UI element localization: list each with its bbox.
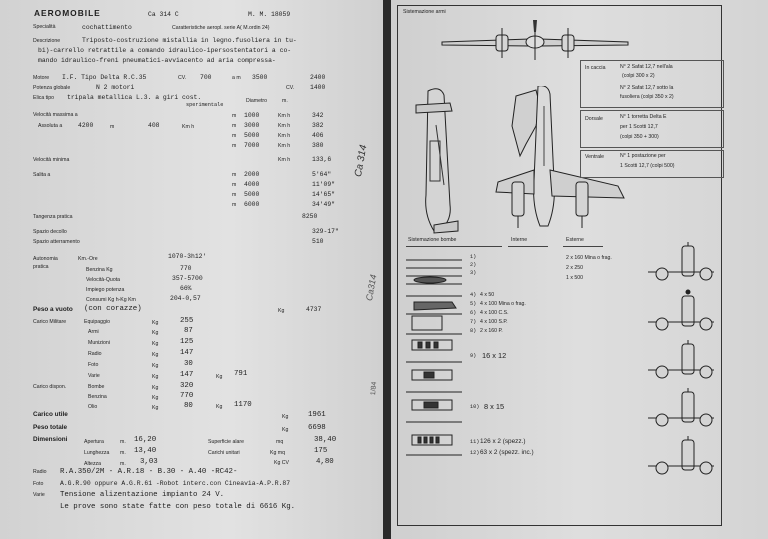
- vel-row-4-unit: m: [232, 143, 237, 149]
- elica-label: Elica tipo: [33, 95, 55, 101]
- vel-row-4-kmh: Km h: [278, 143, 291, 149]
- cm-row-6-unit: Kg: [152, 374, 159, 380]
- cd-row-1-value: 320: [180, 382, 194, 390]
- interne-row-11-text: 126 x 2 (spezz.): [480, 438, 526, 445]
- atterramento-label: Spazio atterramento: [33, 239, 80, 245]
- cm-row-2-name: Armi: [88, 329, 99, 335]
- vel-row-2-v: 382: [312, 122, 324, 129]
- varie-line-1: Tensione alizentazione impianto 24 V.: [60, 491, 225, 499]
- dimensioni-label: Dimensioni: [33, 436, 68, 443]
- book-gutter: [383, 0, 391, 539]
- cm-row-6-name: Varie: [88, 373, 100, 379]
- salita-row-1-m: 2000: [244, 171, 260, 178]
- lunghezza-unit: m.: [120, 450, 126, 456]
- salita-row-2-m: 4000: [244, 181, 260, 188]
- impiego-value: 66%: [180, 285, 192, 292]
- salita-row-3-t: 14'65": [312, 191, 336, 198]
- cd-row-2-name: Benzina: [88, 394, 107, 400]
- interne-row-7-text: 4 x 100 S.P.: [480, 319, 508, 325]
- carichi-label: Carichi unitari: [208, 450, 240, 456]
- motore-cv: 700: [200, 74, 212, 81]
- decollo-value: 329-17": [312, 228, 339, 235]
- altezza-label: Altezza: [84, 461, 102, 467]
- vel-row-1-m: 1000: [244, 112, 260, 119]
- velocita-minima-label: Velocità minima: [33, 157, 70, 163]
- descrizione-label: Descrizione: [33, 38, 61, 44]
- interne-row-6-text: 4 x 100 C.S.: [480, 310, 509, 316]
- velocita-assoluta-km: 408: [148, 122, 160, 129]
- cm-row-4-name: Radio: [88, 351, 102, 357]
- interne-row-5-n: 5): [470, 301, 477, 307]
- velocita-assoluta-label: Assoluta a: [38, 123, 63, 129]
- handwritten-note-c: 1/84: [370, 381, 379, 396]
- salita-row-4-m: 6000: [244, 201, 260, 208]
- salita-row-1-unit: m: [232, 172, 237, 178]
- interne-row-10-n: 10): [470, 404, 480, 410]
- vel-row-2-unit: m: [232, 123, 237, 129]
- interne-row-1-n: 1): [470, 254, 477, 260]
- peso-vuoto-label: Peso a vuoto: [33, 306, 73, 313]
- vel-row-1-unit: m: [232, 113, 237, 119]
- diametro-label: Diametro: [246, 98, 268, 104]
- varie-line-2: Le prove sono state fatte con peso totale di 6616 Kg.: [60, 503, 296, 511]
- altezza-unit: m.: [120, 461, 126, 467]
- interne-row-10-text: 8 x 15: [484, 402, 505, 411]
- salita-row-2-unit: m: [232, 182, 237, 188]
- vel-quota-value: 357-5700: [172, 275, 203, 282]
- interne-row-2-n: 2): [470, 262, 477, 268]
- aircraft-model: Ca 314 C: [148, 11, 179, 18]
- motore-cv-label: CV.: [178, 75, 187, 81]
- potenza-cv-label: CV.: [286, 85, 295, 91]
- autonomia-km-ore: 1070-3h12': [168, 253, 207, 260]
- velocita-assoluta-m: 4200: [78, 122, 94, 129]
- aircraft-top-view: [440, 18, 630, 62]
- bombe-title-rule: [406, 246, 502, 247]
- lunghezza-label: Lunghezza: [84, 450, 110, 456]
- motore-am: 3500: [252, 74, 268, 81]
- bomb-bay-drawings: [404, 250, 466, 472]
- ventrale-line-1: N° 1 postazione per: [620, 153, 666, 159]
- motore-rpm: 2400: [310, 74, 326, 81]
- peso-totale-value: 6698: [308, 424, 326, 432]
- benzina-value: 770: [180, 265, 192, 272]
- tangenza-value: 8250: [302, 213, 318, 220]
- aircraft-side-view: [410, 85, 466, 235]
- potenza-cv-value: 1400: [310, 84, 326, 91]
- superficie-value: 38,40: [314, 436, 337, 444]
- cm-row-6-value: 147: [180, 371, 194, 379]
- cm-total-value: 791: [234, 370, 248, 378]
- motore-am-label: a m: [232, 75, 241, 81]
- cm-row-1-name: Equipaggio: [84, 319, 110, 325]
- interne-row-7-n: 7): [470, 319, 477, 325]
- superficie-unit: mq: [276, 439, 284, 445]
- cd-row-2-unit: Kg: [152, 395, 159, 401]
- carico-militare-label: Carico Militare: [33, 319, 67, 325]
- salita-row-4-unit: m: [232, 202, 237, 208]
- armi-title: Sistemazione armi: [403, 9, 446, 15]
- peso-vuoto-note: (con corazze): [84, 305, 142, 313]
- caccia-line-4: fusoliera (colpi 350 x 2): [620, 94, 674, 100]
- impiego-label: Impiego potenza: [86, 287, 125, 293]
- esterne-3: 1 x 500: [566, 275, 584, 281]
- cm-row-5-unit: Kg: [152, 363, 159, 369]
- cm-total-unit: Kg: [216, 374, 223, 380]
- interne-row-9-n: 9): [470, 353, 477, 359]
- bombe-title: Sistemazione bombe: [408, 237, 457, 243]
- interne-row-3-n: 3): [470, 270, 477, 276]
- cd-row-3-name: Olio: [88, 404, 98, 410]
- salita-row-3-m: 5000: [244, 191, 260, 198]
- interne-row-5-text: 4 x 100 Mina o frag.: [480, 301, 526, 307]
- velocita-massima-label: Velocità massima a: [33, 112, 78, 118]
- cd-row-3-unit: Kg: [152, 405, 159, 411]
- motore-label: Motore: [33, 75, 50, 81]
- vel-row-3-unit: m: [232, 133, 237, 139]
- radio-value: R.A.350/2M - A.R.18 - B.30 - A.40 -RC42-: [60, 468, 238, 476]
- vel-row-3-m: 5000: [244, 132, 260, 139]
- vel-row-4-m: 7000: [244, 142, 260, 149]
- caccia-line-1: N° 2 Safat 12,7 nell'ala: [620, 64, 673, 70]
- salita-row-1-t: 5'64": [312, 171, 332, 178]
- velocita-minima-value: 133,6: [312, 156, 332, 163]
- superficie-label: Superficie alare: [208, 439, 245, 445]
- cm-row-4-unit: Kg: [152, 352, 159, 358]
- velocita-assoluta-kmh: Km h: [182, 124, 195, 130]
- cm-row-2-value: 87: [184, 327, 193, 335]
- descrizione-line-3: mando idraulico-freni pneumatici-avviacento ad aria compressa-: [38, 57, 276, 64]
- cm-row-3-name: Munizioni: [88, 340, 110, 346]
- elica-value: tripala metallica L.3. a giri cost.: [67, 94, 202, 101]
- autonomia-label: Autonomia pratica: [33, 256, 58, 270]
- specialita-value: cochattimento: [82, 24, 132, 31]
- apertura-unit: m.: [120, 439, 126, 445]
- potenza-value: N 2 motori: [96, 84, 135, 91]
- cd-row-2-value: 770: [180, 392, 194, 400]
- cm-row-4-value: 147: [180, 349, 194, 357]
- vel-row-3-v: 406: [312, 132, 324, 139]
- cm-row-5-value: 30: [184, 360, 193, 368]
- caccia-line-2: (colpi 300 x 2): [622, 73, 655, 79]
- velocita-assoluta-unit-m: m: [110, 124, 115, 130]
- descrizione-line-2: bi)-carrello retrattile a comando idraulico-ipersostentatori a co-: [38, 47, 292, 54]
- carichi-unit: Kg mq: [270, 450, 285, 456]
- esterne-2: 2 x 250: [566, 265, 584, 271]
- foto-value: A.G.R.90 oppure A.G.R.61 -Robot interc.con Cineavia-A.P.R.87: [60, 480, 291, 487]
- interne-row-11-n: 11): [470, 439, 480, 445]
- cm-row-5-name: Foto: [88, 362, 99, 368]
- descrizione-line-1: Triposto-costruzione mistallia in legno.fusoliera in tu-: [82, 37, 297, 44]
- benzina-label: Benzina Kg: [86, 267, 113, 273]
- cd-total-value: 1170: [234, 401, 252, 409]
- cd-total-unit: Kg: [216, 404, 223, 410]
- tangenza-label: Tangenza pratica: [33, 214, 73, 220]
- diametro-unit: m.: [282, 98, 288, 104]
- carichi-cv-value: 4,80: [316, 458, 334, 466]
- peso-vuoto-value: 4737: [306, 306, 322, 313]
- vel-row-2-kmh: Km h: [278, 123, 291, 129]
- carico-utile-label: Carico utile: [33, 411, 68, 418]
- vel-row-1-kmh: Km h: [278, 113, 291, 119]
- interne-row-9-text: 16 x 12: [482, 351, 507, 360]
- cm-row-3-value: 125: [180, 338, 194, 346]
- altezza-value: 3,03: [140, 458, 158, 466]
- motore-tipo: I.F. Tipo Delta R.C.35: [62, 74, 147, 81]
- matricola-militare: M. M. 18059: [248, 11, 291, 18]
- dorsale-line-3: (colpi 350 + 300): [620, 134, 659, 140]
- vel-row-2-m: 3000: [244, 122, 260, 129]
- varie-label: Varie: [33, 492, 45, 498]
- interne-row-12-text: 63 x 2 (spezz. inc.): [480, 449, 534, 456]
- radio-label: Radio: [33, 469, 47, 475]
- foto-label: Foto: [33, 481, 44, 487]
- apertura-label: Apertura: [84, 439, 104, 445]
- cm-row-1-unit: Kg: [152, 320, 159, 326]
- peso-totale-unit: Kg: [282, 427, 289, 433]
- salita-row-2-t: 11'09": [312, 181, 336, 188]
- ventrale-line-2: 1 Scotti 12,7 (colpi 500): [620, 163, 675, 169]
- esterne-1: 2 x 160 Mina o frag.: [566, 255, 612, 261]
- caccia-line-3: N° 2 Safat 12,7 sotto la: [620, 85, 674, 91]
- bomb-loadout-front-views: [644, 242, 718, 478]
- handwritten-note-b: Ca314: [364, 273, 379, 302]
- potenza-label: Potenza globale: [33, 85, 71, 91]
- vel-row-3-kmh: Km h: [278, 133, 291, 139]
- interne-row-8-n: 8): [470, 328, 477, 334]
- consumi-label: Consumi Kg h-Kg Km: [86, 297, 136, 303]
- interne-rule: [508, 246, 548, 247]
- interne-row-4-n: 4): [470, 292, 477, 298]
- carichi-cv-unit: Kg CV: [274, 460, 289, 466]
- salita-row-3-unit: m: [232, 192, 237, 198]
- bombe-esterne-label: Esterne: [566, 237, 584, 243]
- carico-dispon-label: Carico dispon.: [33, 384, 67, 390]
- consumi-value: 204-0,57: [170, 295, 201, 302]
- bombe-interne-label: Interne: [511, 237, 528, 243]
- carico-utile-value: 1961: [308, 411, 326, 419]
- dorsale-line-1: N° 1 torretta Delta E: [620, 114, 667, 120]
- vel-quota-label: Velocità-Quota: [86, 277, 121, 283]
- esterne-rule: [563, 246, 603, 247]
- interne-row-4-text: 4 x 50: [480, 292, 495, 298]
- cd-row-1-unit: Kg: [152, 385, 159, 391]
- vel-row-4-v: 380: [312, 142, 324, 149]
- dorsale-label: Dorsale: [585, 116, 603, 122]
- aircraft-title: AEROMOBILE: [34, 8, 101, 18]
- caccia-label: In caccia: [585, 65, 606, 71]
- elica-sperimentale: sperimentale: [186, 102, 224, 108]
- salita-label: Salita a: [33, 172, 51, 178]
- interne-row-6-n: 6): [470, 310, 477, 316]
- cm-row-3-unit: Kg: [152, 341, 159, 347]
- velocita-minima-unit: Km h: [278, 157, 291, 163]
- interne-row-8-text: 2 x 160 P.: [480, 328, 503, 334]
- cd-row-3-value: 80: [184, 402, 193, 410]
- decollo-label: Spazio decollo: [33, 229, 67, 235]
- handwritten-note-a: Ca 314: [353, 144, 370, 178]
- peso-vuoto-unit: Kg: [278, 308, 285, 314]
- caratteristiche-text: Caratteristiche aeropl. serie A( M.ordin 24): [172, 25, 270, 31]
- peso-totale-label: Peso totale: [33, 424, 68, 431]
- lunghezza-value: 13,40: [134, 447, 157, 455]
- cm-row-2-unit: Kg: [152, 330, 159, 336]
- carichi-value: 175: [314, 447, 328, 455]
- ventrale-label: Ventrale: [585, 154, 605, 160]
- cm-row-1-value: 255: [180, 317, 194, 325]
- interne-row-12-n: 12): [470, 450, 480, 456]
- apertura-value: 16,20: [134, 436, 157, 444]
- cd-row-1-name: Bombe: [88, 384, 105, 390]
- dorsale-line-2: per 1 Scotti 12,7: [620, 124, 658, 130]
- salita-row-4-t: 34'49": [312, 201, 336, 208]
- atterramento-value: 510: [312, 238, 324, 245]
- carico-utile-unit: Kg: [282, 414, 289, 420]
- specialita-label: Specialità: [33, 24, 56, 30]
- vel-row-1-v: 342: [312, 112, 324, 119]
- autonomia-km-ore-label: Km.-Ore: [78, 256, 98, 262]
